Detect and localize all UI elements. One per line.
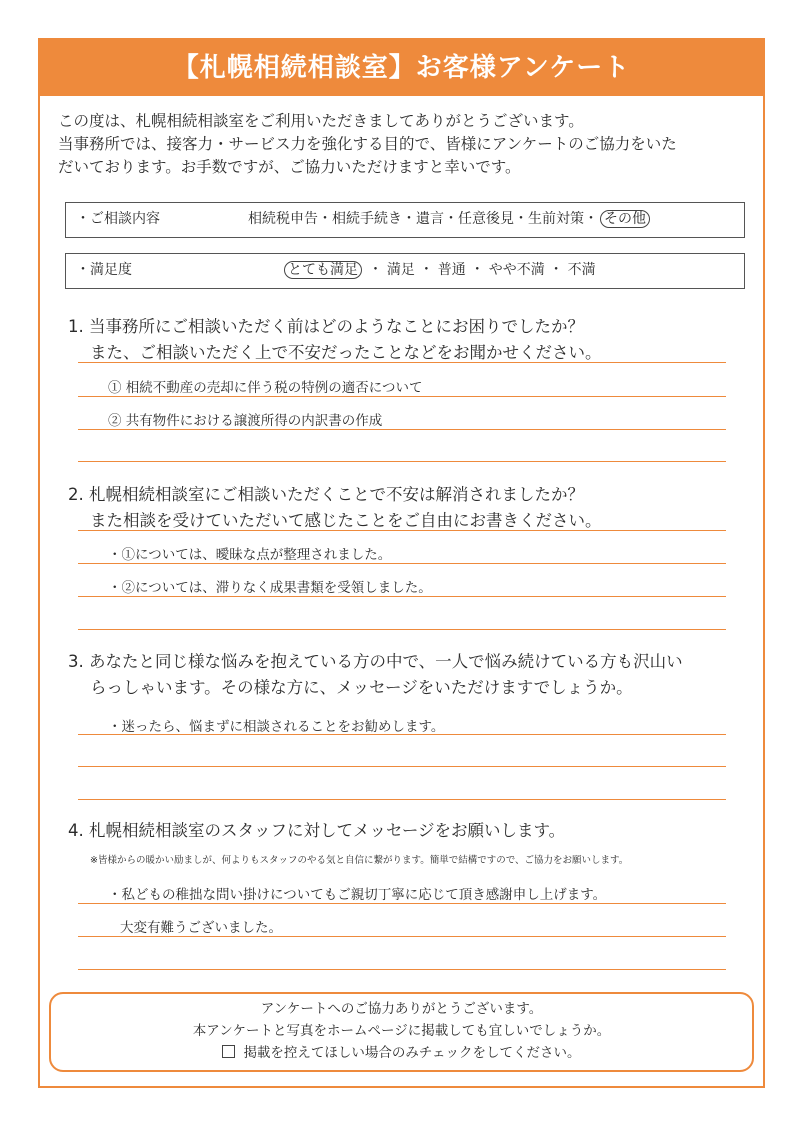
- question-3: [68, 649, 683, 701]
- footer-consent-box: [49, 992, 754, 1072]
- question-4-answer-2: 大変有難うございました。: [120, 920, 282, 936]
- intro-text: [58, 110, 748, 179]
- answer-rule: [78, 530, 726, 531]
- question-4: [68, 818, 565, 844]
- answer-rule: [78, 461, 726, 462]
- intro-line-2: 当事務所では、接客力・サービス力を強化する目的で、皆様にアンケートのご協力をいた: [58, 135, 677, 153]
- footer-question: 本アンケートと写真をホームページに掲載しても宜しいでしょうか。: [192, 1023, 611, 1039]
- consult-type-options: [248, 203, 652, 236]
- question-3-answer-1: ・迷ったら、悩まずに相談されることをお勧めします。: [108, 719, 445, 735]
- publish-opt-out-checkbox[interactable]: [222, 1045, 235, 1058]
- consult-type-field: [65, 202, 745, 238]
- footer-checkbox-row: [51, 1042, 752, 1064]
- answer-rule: [78, 734, 726, 735]
- question-1-answer-1: ① 相続不動産の売却に伴う税の特例の適否について: [108, 380, 423, 396]
- intro-line-3: だいております。お手数ですが、ご協力いただけますと幸いです。: [58, 158, 521, 176]
- footer-thanks: アンケートへのご協力ありがとうございます。: [260, 1001, 543, 1017]
- answer-rule: [78, 799, 726, 800]
- answer-rule: [78, 596, 726, 597]
- question-3-line-2: らっしゃいます。その様な方に、メッセージをいただけますでしょうか。: [90, 678, 633, 697]
- question-2-answer-2: ・②については、滞りなく成果書類を受領しました。: [108, 580, 432, 596]
- question-4-answer-1: ・私どもの稚拙な問い掛けについてもご親切丁寧に応じて頂き感謝申し上げます。: [108, 887, 607, 903]
- satisfaction-selected[interactable]: とても満足: [284, 261, 362, 279]
- question-1: [68, 314, 602, 366]
- question-4-line-1: 4. 札幌相続相談室のスタッフに対してメッセージをお願いします。: [68, 821, 566, 840]
- question-2-line-1: 2. 札幌相続相談室にご相談いただくことで不安は解消されましたか？: [68, 485, 584, 504]
- survey-sheet: [38, 38, 765, 1088]
- answer-rule: [78, 936, 726, 937]
- answer-rule: [78, 563, 726, 564]
- question-3-line-1: 3. あなたと同じ様な悩みを抱えている方の中で、一人で悩み続けている方も沢山い: [68, 652, 683, 671]
- intro-line-1: この度は、札幌相続相談室をご利用いただきましてありがとうございます。: [58, 112, 584, 130]
- question-2-line-2: また相談を受けていただいて感じたことをご自由にお書きください。: [90, 511, 602, 530]
- satisfaction-option-list: ・ 満足 ・ 普通 ・ やや不満 ・ 不満: [368, 262, 596, 278]
- consult-type-selected[interactable]: その他: [600, 210, 650, 228]
- satisfaction-options: [282, 254, 596, 287]
- answer-rule: [78, 429, 726, 430]
- satisfaction-label: ・満足度: [76, 262, 132, 278]
- answer-rule: [78, 969, 726, 970]
- answer-rule: [78, 396, 726, 397]
- consult-type-option-list: 相続税申告・相続手続き・遺言・任意後見・生前対策・: [248, 211, 598, 227]
- question-4-note: ※皆様からの暖かい励ましが、何よりもスタッフのやる気と自信に繋がります。簡単で結構ですので、ご協力をお願いします。: [90, 855, 629, 866]
- survey-title: 【札幌相続相談室】お客様アンケート: [40, 40, 763, 96]
- question-2-answer-1: ・①については、曖昧な点が整理されました。: [108, 547, 392, 563]
- footer-checkbox-label: 掲載を控えてほしい場合のみチェックをしてください。: [243, 1045, 581, 1061]
- answer-rule: [78, 362, 726, 363]
- question-1-line-1: 1. 当事務所にご相談いただく前はどのようなことにお困りでしたか？: [68, 317, 584, 336]
- question-2: [68, 482, 602, 534]
- answer-rule: [78, 903, 726, 904]
- satisfaction-field: [65, 253, 745, 289]
- question-1-answer-2: ② 共有物件における譲渡所得の内訳書の作成: [108, 413, 383, 429]
- answer-rule: [78, 766, 726, 767]
- question-1-line-2: また、ご相談いただく上で不安だったことなどをお聞かせください。: [90, 343, 602, 362]
- answer-rule: [78, 629, 726, 630]
- consult-type-label: ・ご相談内容: [76, 211, 160, 227]
